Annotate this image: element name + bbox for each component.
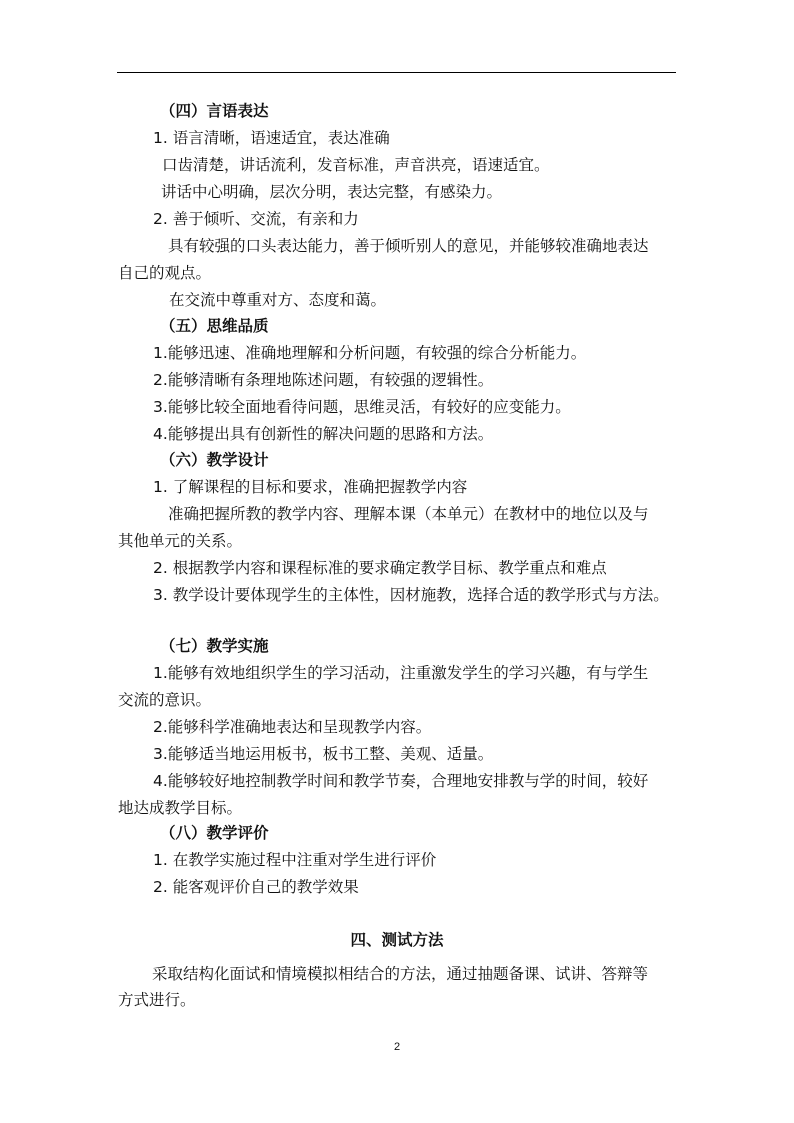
section-heading-5: （五）思维品质 bbox=[160, 317, 269, 335]
list-item: 1. 在教学实施过程中注重对学生进行评价 bbox=[153, 851, 437, 869]
paragraph: 准确把握所教的教学内容、理解本课（本单元）在教材中的地位以及与 bbox=[168, 505, 649, 523]
paragraph-continuation: 地达成教学目标。 bbox=[118, 799, 243, 817]
list-item: 3.能够比较全面地看待问题，思维灵活，有较好的应变能力。 bbox=[153, 398, 571, 416]
list-item: 1.能够迅速、准确地理解和分析问题，有较强的综合分析能力。 bbox=[153, 344, 587, 362]
list-item: 3.能够适当地运用板书，板书工整、美观、适量。 bbox=[153, 745, 494, 763]
list-item: 2.能够清晰有条理地陈述问题，有较强的逻辑性。 bbox=[153, 371, 494, 389]
list-item: 3. 教学设计要体现学生的主体性，因材施教，选择合适的教学形式与方法。 bbox=[153, 586, 669, 604]
header-rule bbox=[117, 72, 676, 73]
list-item: 4.能够提出具有创新性的解决问题的思路和方法。 bbox=[153, 425, 494, 443]
paragraph: 具有较强的口头表达能力，善于倾听别人的意见，并能够较准确地表达 bbox=[168, 237, 649, 255]
paragraph-continuation: 其他单元的关系。 bbox=[118, 532, 243, 550]
list-item: 2.能够科学准确地表达和呈现教学内容。 bbox=[153, 718, 432, 736]
section-heading-8: （八）教学评价 bbox=[160, 824, 269, 842]
section-heading-4: （四）言语表达 bbox=[160, 102, 269, 120]
list-item: 2. 根据教学内容和课程标准的要求确定教学目标、教学重点和难点 bbox=[153, 559, 607, 577]
list-item: 4.能够较好地控制教学时间和教学节奏，合理地安排教与学的时间，较好 bbox=[153, 772, 649, 790]
section-heading-7: （七）教学实施 bbox=[160, 637, 269, 655]
list-item: 2. 能客观评价自己的教学效果 bbox=[153, 878, 359, 896]
paragraph: 讲话中心明确，层次分明，表达完整，有感染力。 bbox=[161, 183, 503, 201]
paragraph-continuation: 交流的意识。 bbox=[118, 691, 212, 709]
list-item: 1. 语言清晰，语速适宜，表达准确 bbox=[153, 129, 390, 147]
paragraph-continuation: 自己的观点。 bbox=[118, 264, 212, 282]
page-number: 2 bbox=[393, 1041, 401, 1053]
list-item: 1. 了解课程的目标和要求，准确把握教学内容 bbox=[153, 478, 468, 496]
list-item: 1.能够有效地组织学生的学习活动，注重激发学生的学习兴趣，有与学生 bbox=[153, 664, 649, 682]
paragraph: 在交流中尊重对方、态度和蔼。 bbox=[169, 291, 387, 309]
section-heading-6: （六）教学设计 bbox=[160, 451, 269, 469]
paragraph: 口齿清楚，讲话流利，发音标准，声音洪亮，语速适宜。 bbox=[162, 156, 550, 174]
paragraph-continuation: 方式进行。 bbox=[118, 991, 196, 1009]
paragraph: 采取结构化面试和情境模拟相结合的方法，通过抽题备课、试讲、答辩等 bbox=[152, 965, 649, 983]
list-item: 2. 善于倾听、交流，有亲和力 bbox=[153, 210, 359, 228]
part-heading: 四、测试方法 bbox=[350, 931, 444, 949]
